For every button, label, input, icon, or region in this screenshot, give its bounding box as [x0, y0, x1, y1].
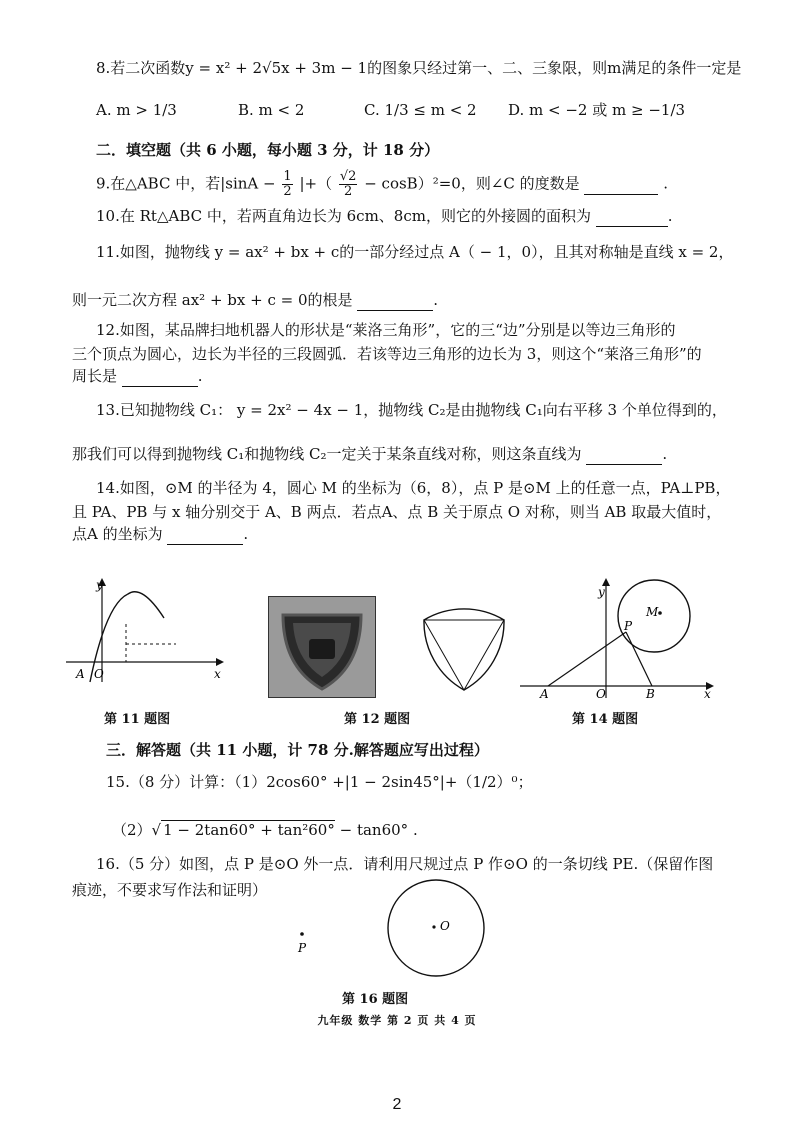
q15-part2-radicand: 1 − 2tan60° + tan²60° — [163, 821, 335, 839]
fig11-origin: O — [94, 667, 104, 681]
figure-11-caption: 第 11 题图 — [104, 712, 171, 727]
q12-answer-blank — [122, 366, 198, 387]
q16-line1: 16.（5 分）如图，点 P 是⊙O 外一点．请利用尺规过点 P 作⊙O 的一条切线 PE.（保留作图 — [96, 855, 714, 873]
q12-line3: 周长是 . — [72, 367, 203, 385]
fig14-point-b: B — [646, 687, 655, 700]
fig14-origin: O — [596, 687, 606, 700]
fig14-segment-pa — [548, 632, 626, 686]
q9-mid: |+（ — [299, 174, 333, 193]
q8-option-b: B. m < 2 — [238, 101, 305, 119]
fig11-x-arrow — [216, 658, 224, 666]
q11-line2-text: 则一元二次方程 ax² + bx + c = 0的根是 — [72, 291, 353, 309]
q13-answer-blank — [586, 444, 662, 465]
q15-part2-prefix: （2） — [112, 821, 152, 839]
fig16-center-o — [432, 925, 435, 928]
q8-option-c: C. 1/3 ≤ m < 2 — [364, 101, 477, 119]
q13-line2: 那我们可以得到抛物线 C₁和抛物线 C₂一定关于某条直线对称，则这条直线为 . — [72, 445, 668, 463]
fig14-y-label: y — [598, 585, 605, 599]
q11-answer-blank — [357, 290, 433, 311]
figure-12-reuleaux-triangle — [418, 598, 512, 696]
q8-stem: 8.若二次函数y = x² + 2√5x + 3m − 1的图象只经过第一、二、三象限，则m满足的条件一定是 — [96, 59, 742, 77]
q14-line2: 且 PA、PB 与 x 轴分别交于 A、B 两点．若点A、点 B 关于原点 O 对称，则当 AB 取最大值时， — [72, 503, 722, 521]
q9-prefix: 9.在△ABC 中，若|sinA − — [96, 174, 276, 193]
q9-fraction-half: $\frac{1}{2}$ — [283, 169, 292, 199]
figure-16-circle-and-point — [290, 878, 500, 982]
figure-14-caption: 第 14 题图 — [572, 712, 639, 727]
fig12-photo-drawing — [269, 597, 375, 697]
fig16-label-p: P — [298, 941, 307, 955]
q14-line1: 14.如图，⊙M 的半径为 4，圆心 M 的坐标为（6，8），点 P 是⊙M 上的任意一点，PA⊥PB， — [96, 479, 731, 497]
q10-text: 10.在 Rt△ABC 中，若两直角边长为 6cm、8cm，则它的外接圆的面积为 — [96, 207, 591, 225]
fig14-center-m — [658, 611, 662, 615]
fig14-x-label: x — [704, 687, 711, 700]
q8-option-a: A. m > 1/3 — [96, 101, 177, 119]
section-3-heading: 三．解答题（共 11 小题，计 78 分.解答题应写出过程） — [106, 741, 489, 759]
fig11-y-label: y — [96, 578, 103, 592]
q13-line1: 13.已知抛物线 C₁： y = 2x² − 4x − 1，抛物线 C₂是由抛物线 C₁向右平移 3 个单位得到的， — [96, 401, 727, 419]
fig11-point-a: A — [76, 667, 85, 681]
page-number: 2 — [392, 1096, 402, 1113]
page-footer: 九年级 数学 第 2 页 共 4 页 — [317, 1014, 477, 1027]
q12-line2: 三个顶点为圆心，边长为半径的三段圆弧．若该等边三角形的边长为 3，则这个“莱洛三角形”的 — [72, 345, 702, 363]
fig14-point-a: A — [540, 687, 549, 700]
q9-mid2: − cosB）²=0，则∠C 的度数是 — [364, 174, 580, 193]
fig16-label-o: O — [440, 919, 450, 933]
fig14-point-m: M — [646, 605, 659, 619]
fig12-reuleaux-arcs — [424, 609, 504, 690]
section-2-heading: 二．填空题（共 6 小题，每小题 3 分，计 18 分） — [96, 141, 440, 159]
figure-12-caption: 第 12 题图 — [344, 712, 411, 727]
q11-line1: 11.如图，抛物线 y = ax² + bx + c的一部分经过点 A（ − 1，0），且其对称轴是直线 x = 2， — [96, 243, 734, 261]
fig16-point-p — [300, 932, 304, 936]
q13-line2-text: 那我们可以得到抛物线 C₁和抛物线 C₂一定关于某条直线对称，则这条直线为 — [72, 445, 582, 463]
fig11-x-label: x — [214, 667, 221, 681]
q9-answer-blank — [584, 174, 658, 195]
q14-line3-text: 点A 的坐标为 — [72, 525, 163, 543]
fig12-equilateral-triangle — [424, 620, 504, 690]
q9-end: . — [663, 174, 668, 193]
q11-line2: 则一元二次方程 ax² + bx + c = 0的根是 . — [72, 291, 439, 309]
fig14-point-p: P — [624, 619, 633, 633]
figure-14-circle-coordinate — [514, 574, 718, 700]
q16-line2: 痕迹，不要求写作法和证明） — [72, 881, 268, 899]
q10-answer-blank — [596, 206, 668, 227]
q12-line3-text: 周长是 — [72, 367, 118, 385]
q15-part1: 15.（8 分）计算：（1）2cos60° +|1 − 2sin45°|+（1/2）⁰； — [106, 773, 533, 791]
figure-16-caption: 第 16 题图 — [342, 992, 409, 1007]
q12-line1: 12.如图，某品牌扫地机器人的形状是“莱洛三角形”，它的三“边”分别是以等边三角形的 — [96, 321, 676, 339]
figure-11-parabola — [66, 574, 226, 684]
fig16-circle-o — [388, 880, 484, 976]
q10: 10.在 Rt△ABC 中，若两直角边长为 6cm、8cm，则它的外接圆的面积为 . — [96, 207, 673, 225]
q9-fraction-root2: $\frac{√2}{2}$ — [339, 169, 357, 199]
q14-line3: 点A 的坐标为 . — [72, 525, 249, 543]
fig14-segment-pb — [626, 632, 652, 686]
figure-12-robot-photo — [268, 596, 376, 698]
q9 — [96, 170, 668, 199]
q15-part2-suffix: − tan60° . — [334, 821, 418, 839]
q8-option-d: D. m < −2 或 m ≥ −1/3 — [508, 101, 686, 119]
q14-answer-blank — [167, 524, 243, 545]
q15-part2: （2）√ 1 − 2tan60° + tan²60° − tan60° . — [112, 821, 418, 839]
